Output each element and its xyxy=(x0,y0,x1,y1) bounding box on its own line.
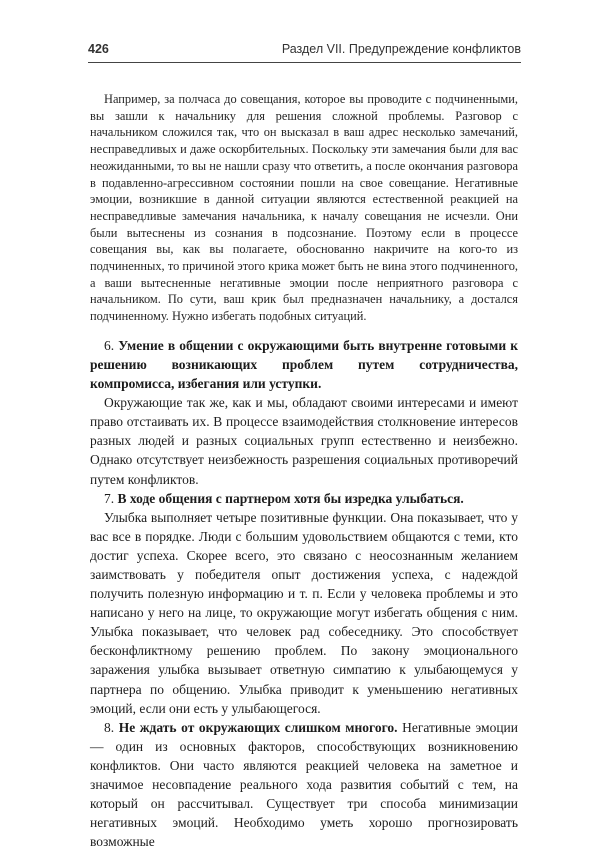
section-7-number: 7. xyxy=(104,490,115,506)
page-number: 426 xyxy=(88,42,109,56)
page-body xyxy=(90,91,518,851)
section-6-title: Умение в общении с окружающими быть внутренне готовыми к решению возникающих проблем путем сотрудничества, компромисса, избегания или уступки. xyxy=(90,337,518,392)
section-7-body: Улыбка выполняет четыре позитивные функции. Она показывает, что у вас все в порядке. Люди с большим удовольствием общаются с теми, кто достиг успеха. Скорее всего, это связано с неосознанным желанием заимствовать у победителя опыт достижения успеха, с надеждой получить полезную информацию и т. п. Если у человека проблемы и это написано у него на лице, то окружающие могут избегать общения с ним. Улыбка показывает, что человек рад собеседнику. Это способствует бесконфликтному решению проблем. По закону эмоционального заражения улыбка вызывает ответную симпатию к улыбающемуся у партнера по общению. Улыбка приводит к уменьшению негативных эмоций, если они есть у улыбающегося. xyxy=(90,509,518,716)
section-7-heading xyxy=(90,489,518,508)
running-header xyxy=(88,40,521,63)
section-8-title: Не ждать от окружающих слишком многого. xyxy=(118,719,398,735)
section-6-heading xyxy=(90,336,518,393)
section-6-body: Окружающие так же, как и мы, обладают своими интересами и имеют право отстаивать их. В процессе взаимодействия столкновение интересов разных людей и разных социальных групп естественно и неизбежно. Однако отсутствует неизбежность разрешения социальных противоречий путем конфликтов. xyxy=(90,395,518,487)
section-8-number: 8. xyxy=(104,719,115,735)
section-8-body: Негативные эмоции — один из основных факторов, способствующих возникновению конфликтов. Они часто являются реакцией человека на заметное и значимое несовпадение реального хода развития событий с тем, на который он рассчитывал. Существует три способа минимизации негативных эмоций. Необходимо уметь хорошо прогнозировать возможные xyxy=(90,719,519,850)
section-8-paragraph xyxy=(90,718,518,851)
example-paragraph: Например, за полчаса до совещания, которое вы проводите с подчиненными, вы зашли к начальнику для решения сложной проблемы. Разговор с начальником сложился так, что он высказал в ваш адрес несколько замечаний, несправедливых и даже оскорбительных. Поскольку эти замечания были для вас неожиданными, то вы не нашли сразу что ответить, а после окончания разговора в подавленно-агрессивном состоянии пошли на свое совещание. Негативные эмоции, возникшие в данной ситуации являются естественной реакцией на несправедливые замечания начальника, к началу совещания не исчезли. Они были вытеснены из сознания в подсознание. Поэтому если в процессе совещания вы, как вы полагаете, обоснованно накричите на кого-то из подчиненных, то причиной этого крика может быть не вина этого подчиненного, а ваши вытесненные негативные эмоции после неприятного разговора с начальником. По сути, ваш крик был предназначен начальнику, а достался подчиненному. Нужно избегать подобных ситуаций. xyxy=(90,92,518,324)
section-6-number: 6. xyxy=(104,337,115,353)
section-7-title: В ходе общения с партнером хотя бы изредка улыбаться. xyxy=(117,490,464,506)
section-title: Раздел VII. Предупреждение конфликтов xyxy=(281,42,521,56)
